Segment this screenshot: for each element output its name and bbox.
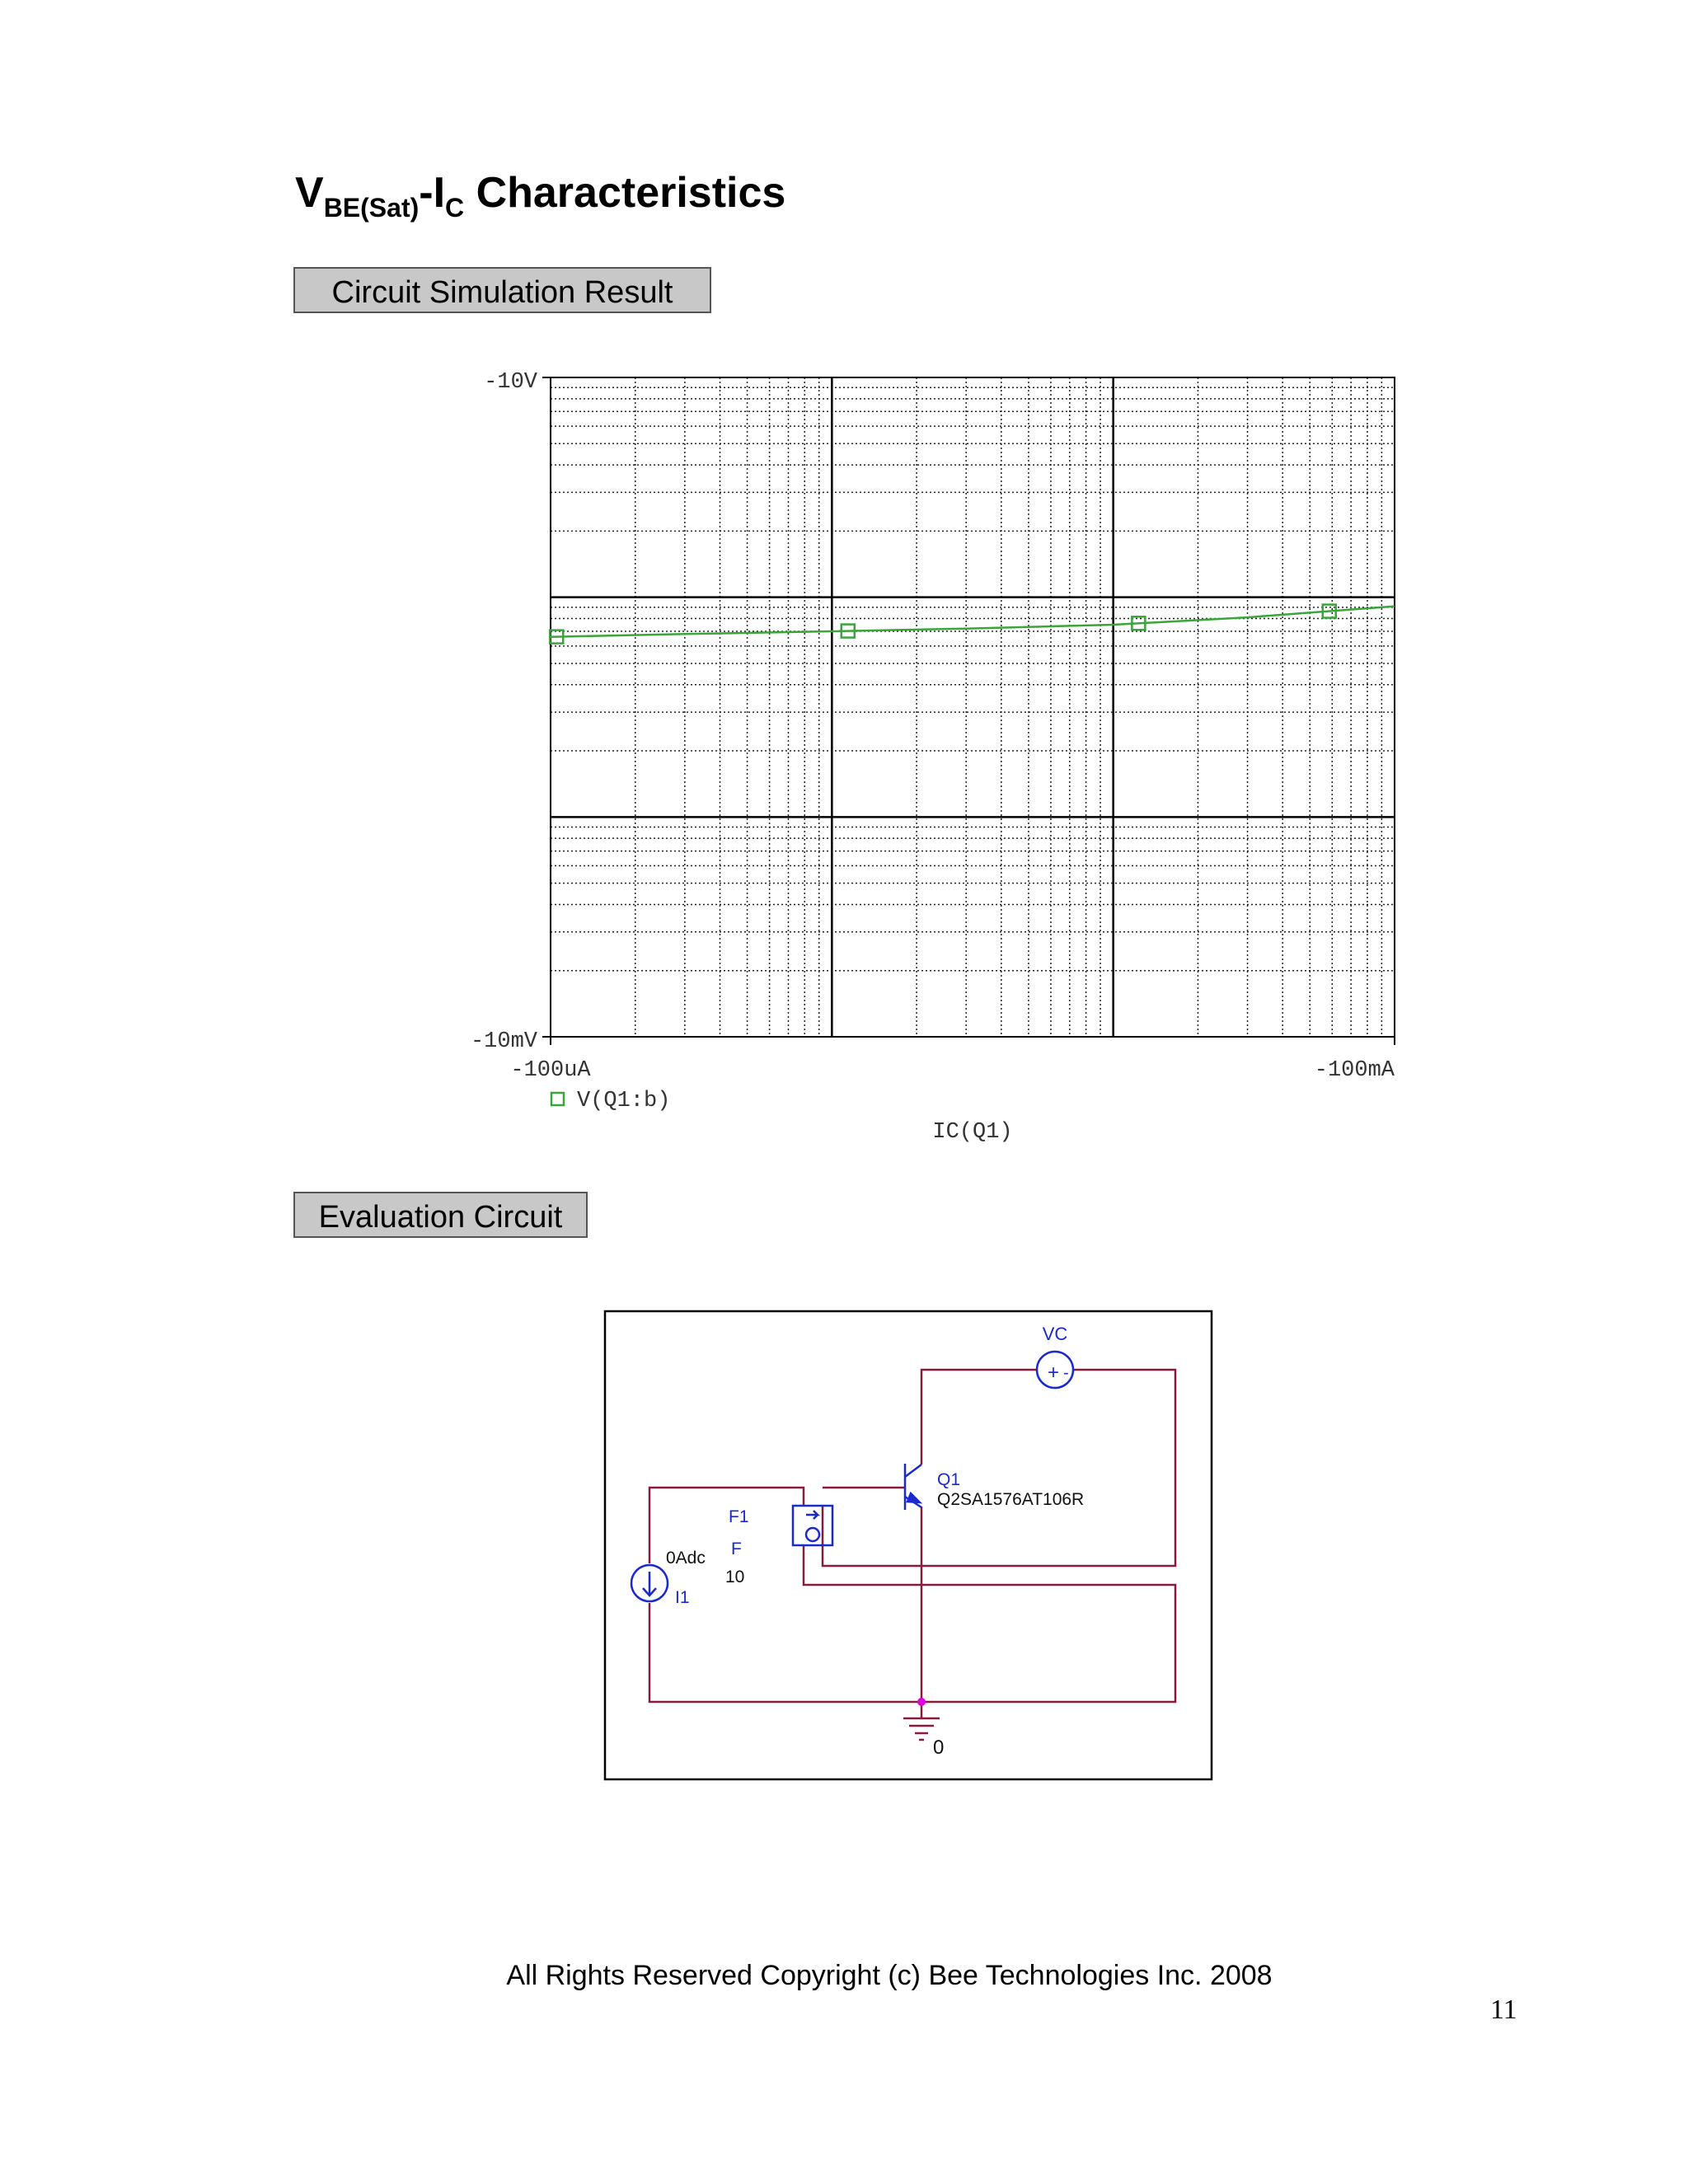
- circuit-frame: [605, 1311, 1212, 1779]
- i1-name: I1: [675, 1588, 690, 1607]
- plot-frame: [551, 377, 1395, 1037]
- x-tick-label-right: -100mA: [1314, 1058, 1395, 1083]
- copyright-footer: All Rights Reserved Copyright (c) Bee Technologies Inc. 2008: [506, 1960, 1273, 1991]
- section-label-evaluation: Evaluation Circuit: [293, 1192, 588, 1238]
- vc-label: VC: [1042, 1324, 1068, 1344]
- ground-label: 0: [933, 1736, 945, 1759]
- f1-name: F1: [729, 1507, 749, 1526]
- f1-source-icon: [793, 1506, 832, 1545]
- y-tick-label-bottom: -10mV: [470, 1029, 537, 1054]
- chart-axis-ticks: [542, 377, 1395, 1045]
- legend-marker: [551, 1093, 564, 1105]
- circuit-wires: [649, 1370, 1175, 1718]
- f1-gain: 10: [725, 1568, 745, 1586]
- x-tick-label-left: -100uA: [510, 1058, 591, 1083]
- q1-name: Q1: [937, 1470, 961, 1489]
- vc-source-icon: [1037, 1352, 1073, 1388]
- chart-minor-grid: [551, 377, 1395, 1037]
- page-title: $V_{BE(Sat)}-I_C$ Characteristics: [295, 169, 786, 223]
- i1-source-icon: [631, 1565, 668, 1601]
- ground-icon: [903, 1718, 940, 1740]
- section-label-simulation: Circuit Simulation Result: [293, 267, 711, 313]
- q1-model: Q2SA1576AT106R: [937, 1490, 1085, 1509]
- i1-value: 0Adc: [666, 1549, 706, 1568]
- vc-minus: -: [1063, 1364, 1069, 1382]
- vc-plus: +: [1048, 1361, 1060, 1384]
- f1-type: F: [731, 1540, 742, 1558]
- series-line-vq1b: [551, 607, 1395, 637]
- legend-label: V(Q1:b): [577, 1089, 671, 1113]
- chart-series: [550, 605, 1395, 644]
- page-number: 11: [1490, 1994, 1517, 2025]
- transistor-arrow-icon: [907, 1493, 920, 1502]
- circuit-components: [631, 1352, 1073, 1601]
- chart-major-grid: [551, 377, 1395, 1037]
- x-axis-label: IC(Q1): [932, 1120, 1013, 1145]
- y-tick-label-top: -10V: [484, 370, 537, 395]
